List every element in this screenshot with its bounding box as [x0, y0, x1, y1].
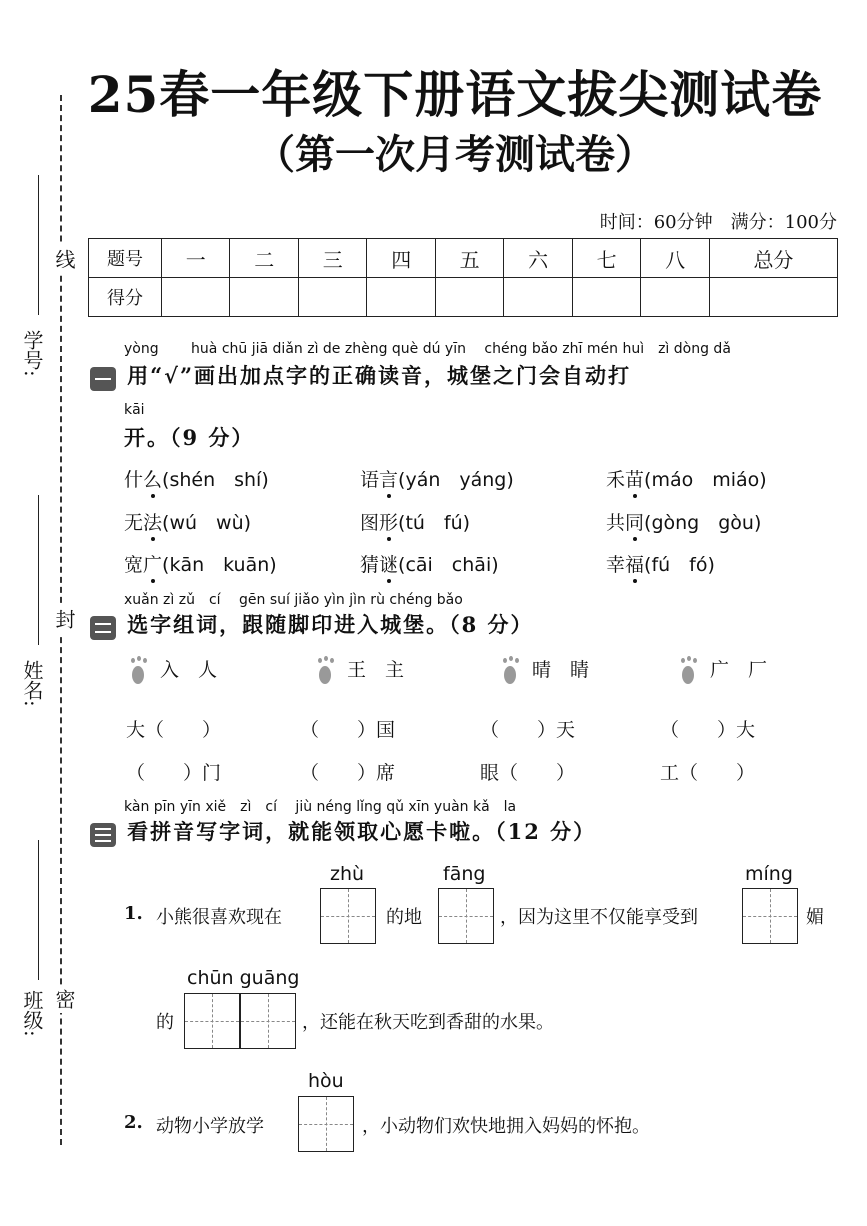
writing-box[interactable]: [240, 993, 296, 1049]
col-header: 三: [298, 239, 366, 278]
col-header: 总分: [709, 239, 837, 278]
table-row: [89, 278, 838, 317]
box-pinyin: hòu: [308, 1070, 344, 1092]
cut-mark-xian: 线: [50, 245, 79, 273]
cut-mark-feng: 封: [50, 605, 79, 633]
q2-blank[interactable]: （ ）大: [660, 719, 756, 741]
q2-choice-group: [500, 655, 589, 686]
score-cell[interactable]: [709, 278, 837, 317]
sentence-text: 小熊很喜欢现在: [156, 907, 282, 928]
q2-blank[interactable]: （ ）天: [480, 719, 576, 741]
q2-header: [90, 609, 534, 640]
q1-item[interactable]: 宽广(kān kuān): [124, 554, 277, 576]
row-label-tihao: 题号: [89, 239, 162, 278]
q2-blank[interactable]: 工（ ）: [660, 762, 756, 784]
q1-item[interactable]: 禾苗(máo miáo): [606, 469, 767, 491]
q2-blank[interactable]: （ ）门: [126, 762, 222, 784]
score-table: [88, 238, 838, 317]
q1-pinyin-line2: kāi: [124, 402, 145, 418]
section-two-icon: [90, 616, 116, 640]
score-cell[interactable]: [367, 278, 435, 317]
footprint-icon: [315, 656, 341, 686]
sentence-text: ，还能在秋天吃到香甜的水果。: [302, 1012, 554, 1033]
time-and-score-info: 时间：60分钟 满分：100分: [599, 212, 837, 233]
table-row: [89, 239, 838, 278]
col-header: 六: [504, 239, 572, 278]
footprint-icon: [500, 656, 526, 686]
footprint-icon: [128, 656, 154, 686]
q3-pinyin: kàn pīn yīn xiě zì cí jiù néng lǐng qǔ xīn yuàn kǎ la: [124, 799, 517, 815]
name-label: 姓名:: [20, 660, 44, 707]
class-label: 班级:: [20, 990, 44, 1037]
sentence-number: 2.: [124, 1112, 143, 1133]
score-cell[interactable]: [572, 278, 640, 317]
q2-choice-group: [128, 655, 217, 686]
box-pinyin: míng: [745, 863, 793, 885]
name-line[interactable]: [38, 495, 39, 645]
section-three-icon: [90, 823, 116, 847]
col-header: 五: [435, 239, 503, 278]
q1-header: [90, 360, 631, 391]
writing-box[interactable]: [438, 888, 494, 944]
q2-choice-group: [678, 655, 767, 686]
q2-choice-chars: 广 厂: [710, 659, 768, 681]
sentence-text: 的地: [386, 907, 422, 928]
footprint-icon: [678, 656, 704, 686]
writing-box[interactable]: [184, 993, 240, 1049]
q2-choice-chars: 王 主: [347, 659, 405, 681]
col-header: 二: [230, 239, 298, 278]
sentence-text: 媚: [806, 907, 824, 928]
q2-pinyin: xuǎn zì zǔ cí gēn suí jiǎo yìn jìn rù chéng bǎo: [124, 592, 463, 608]
q1-item[interactable]: 图形(tú fú): [360, 512, 471, 534]
sentence-text: 动物小学放学: [156, 1116, 264, 1137]
q3-header: [90, 816, 596, 847]
section-one-icon: [90, 367, 116, 391]
sentence-number: 1.: [124, 903, 143, 924]
q1-instruction-cont: 开。（9 分）: [124, 425, 255, 450]
q1-item[interactable]: 共同(gòng gòu): [606, 512, 762, 534]
q2-instruction: 选字组词，跟随脚印进入城堡。（8 分）: [127, 612, 534, 637]
sentence-text: ，因为这里不仅能享受到: [500, 907, 698, 928]
col-header: 一: [162, 239, 230, 278]
score-cell[interactable]: [162, 278, 230, 317]
writing-box[interactable]: [298, 1096, 354, 1152]
student-id-line[interactable]: [38, 175, 39, 315]
sentence-text: ，小动物们欢快地拥入妈妈的怀抱。: [362, 1116, 650, 1137]
writing-box[interactable]: [320, 888, 376, 944]
exam-subtitle: （第一次月考测试卷）: [255, 131, 655, 178]
q2-blank[interactable]: 大（ ）: [126, 719, 222, 741]
score-cell[interactable]: [230, 278, 298, 317]
q2-choice-chars: 入 人: [160, 659, 218, 681]
box-pinyin: fāng: [443, 863, 486, 885]
q1-item[interactable]: 什么(shén shí): [124, 469, 269, 491]
cut-mark-mi: 密: [50, 985, 79, 1013]
box-pinyin: chūn guāng: [187, 967, 300, 989]
exam-title: 25春一年级下册语文拔尖测试卷: [87, 65, 823, 124]
q1-pinyin-line1: yòng huà chū jiā diǎn zì de zhèng què dú yīn chéng bǎo zhī mén huì zì dòng dǎ: [124, 341, 731, 357]
q1-instruction: 用“√”画出加点字的正确读音，城堡之门会自动打: [127, 363, 632, 388]
q1-item[interactable]: 幸福(fú fó): [606, 554, 715, 576]
col-header: 七: [572, 239, 640, 278]
col-header: 四: [367, 239, 435, 278]
q2-blank[interactable]: （ ）国: [300, 719, 396, 741]
q2-choice-chars: 晴 睛: [532, 659, 590, 681]
q1-item[interactable]: 猜谜(cāi chāi): [360, 554, 499, 576]
q2-blank[interactable]: 眼（ ）: [480, 762, 576, 784]
col-header: 八: [641, 239, 709, 278]
score-cell[interactable]: [435, 278, 503, 317]
q1-item[interactable]: 语言(yán yáng): [360, 469, 514, 491]
class-line[interactable]: [38, 840, 39, 980]
row-label-defen: 得分: [89, 278, 162, 317]
sentence-text: 的: [156, 1012, 174, 1033]
q3-instruction: 看拼音写字词，就能领取心愿卡啦。（12 分）: [127, 819, 597, 844]
student-id-label: 学号:: [20, 330, 44, 377]
score-cell[interactable]: [504, 278, 572, 317]
score-cell[interactable]: [298, 278, 366, 317]
writing-box[interactable]: [742, 888, 798, 944]
score-cell[interactable]: [641, 278, 709, 317]
q1-item[interactable]: 无法(wú wù): [124, 512, 252, 534]
q2-choice-group: [315, 655, 404, 686]
box-pinyin: zhù: [330, 863, 365, 885]
q2-blank[interactable]: （ ）席: [300, 762, 396, 784]
